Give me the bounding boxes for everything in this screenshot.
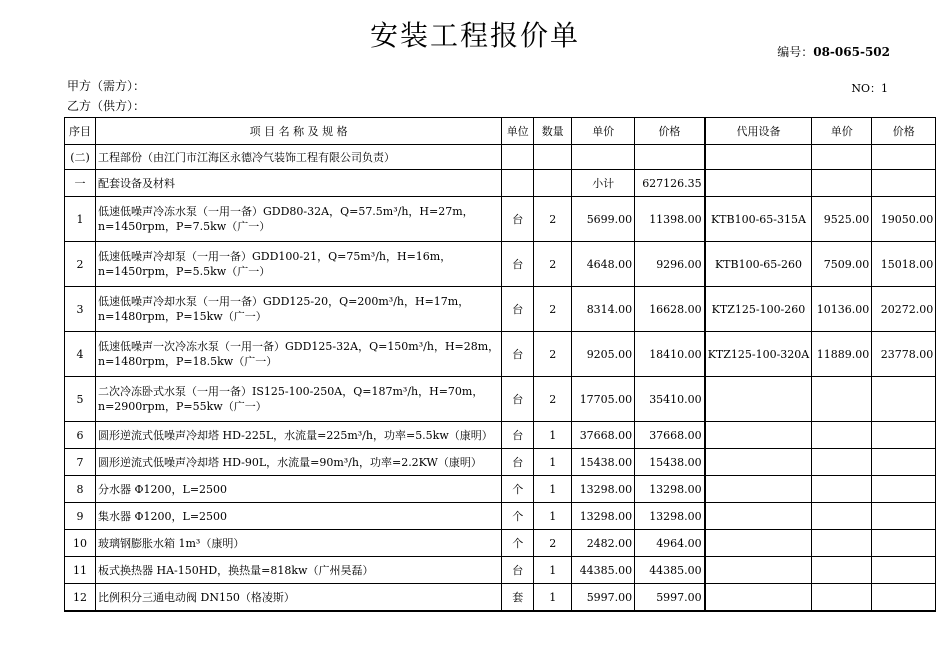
table-row	[65, 584, 936, 612]
row-description-line1: 比例积分三通电动阀 DN150（格凌斯）	[98, 590, 295, 604]
header-item: 项 目 名 称 及 规 格	[96, 118, 502, 145]
subtotal-value: 627126.35	[635, 170, 705, 197]
row-description-line1: 板式换热器 HA-150HD，换热量=818kw（广州昊磊）	[98, 563, 374, 577]
row-alt-price	[812, 557, 872, 584]
row-amount: 9296.00	[635, 242, 705, 287]
row-index: 8	[65, 476, 96, 503]
row-description-line2: n=2900rpm，P=55kw（广一）	[98, 400, 267, 413]
row-qty: 2	[534, 242, 572, 287]
row-price: 13298.00	[572, 476, 635, 503]
row-index: 12	[65, 584, 96, 612]
row-description	[96, 449, 502, 476]
row-amount: 16628.00	[635, 287, 705, 332]
row-alt-equipment	[705, 530, 812, 557]
row-description	[96, 530, 502, 557]
row-alt-amount: 19050.00	[872, 197, 936, 242]
section-index: (二)	[65, 145, 96, 170]
header-qty: 数量	[534, 118, 572, 145]
row-unit: 台	[502, 557, 534, 584]
row-alt-amount	[872, 530, 936, 557]
row-description	[96, 503, 502, 530]
row-unit: 台	[502, 242, 534, 287]
row-unit: 套	[502, 584, 534, 612]
group-text: 配套设备及材料	[96, 170, 502, 197]
row-description-line2: n=1450rpm，P=5.5kw（广一）	[98, 265, 271, 278]
row-alt-equipment: KTZ125-100-260	[705, 287, 812, 332]
row-alt-price: 10136.00	[812, 287, 872, 332]
row-index: 6	[65, 422, 96, 449]
row-description-line1: 圆形逆流式低噪声冷却塔 HD-90L，水流量=90m³/h，功率=2.2KW（康明）	[98, 455, 482, 469]
row-alt-amount	[872, 584, 936, 612]
row-description-line1: 玻璃钢膨胀水箱 1m³（康明）	[98, 536, 245, 550]
row-amount: 4964.00	[635, 530, 705, 557]
row-alt-price	[812, 530, 872, 557]
row-alt-amount: 20272.00	[872, 287, 936, 332]
row-amount: 44385.00	[635, 557, 705, 584]
section-row	[65, 145, 936, 170]
row-price: 15438.00	[572, 449, 635, 476]
row-description-line2: n=1480rpm，P=15kw（广一）	[98, 310, 267, 323]
table-row	[65, 422, 936, 449]
row-alt-equipment	[705, 476, 812, 503]
group-index: 一	[65, 170, 96, 197]
group-row	[65, 170, 936, 197]
row-amount: 18410.00	[635, 332, 705, 377]
row-description-line1: 二次冷冻卧式水泵（一用一备）IS125-100-250A，Q=187m³/h，H=70m，	[98, 385, 484, 398]
row-amount: 37668.00	[635, 422, 705, 449]
row-alt-amount	[872, 503, 936, 530]
row-price: 37668.00	[572, 422, 635, 449]
quotation-table	[64, 117, 936, 612]
row-unit: 个	[502, 530, 534, 557]
party-a-label: 甲方（需方）：	[67, 79, 146, 93]
row-index: 3	[65, 287, 96, 332]
row-amount: 35410.00	[635, 377, 705, 422]
row-qty: 1	[534, 422, 572, 449]
document-title: 安装工程报价单	[369, 19, 580, 52]
document-number	[777, 43, 890, 60]
row-description	[96, 197, 502, 242]
row-price: 5997.00	[572, 584, 635, 612]
row-index: 10	[65, 530, 96, 557]
row-description-line2: n=1450rpm，P=7.5kw（广一）	[98, 220, 271, 233]
table-row	[65, 476, 936, 503]
row-amount: 11398.00	[635, 197, 705, 242]
row-alt-price	[812, 449, 872, 476]
row-description-line1: 低速低噪声冷冻水泵（一用一备）GDD80-32A，Q=57.5m³/h，H=27m，	[98, 205, 474, 218]
row-alt-equipment	[705, 584, 812, 612]
row-alt-equipment: KTB100-65-260	[705, 242, 812, 287]
table-row	[65, 332, 936, 377]
row-qty: 1	[534, 503, 572, 530]
table-row	[65, 557, 936, 584]
row-alt-price: 11889.00	[812, 332, 872, 377]
row-amount: 13298.00	[635, 476, 705, 503]
row-qty: 2	[534, 287, 572, 332]
row-index: 2	[65, 242, 96, 287]
row-alt-equipment	[705, 377, 812, 422]
table-row	[65, 503, 936, 530]
row-alt-price	[812, 476, 872, 503]
document-number-value: 08-065-502	[813, 45, 890, 59]
row-description-line1: 低速低噪声冷却水泵（一用一备）GDD125-20，Q=200m³/h，H=17m，	[98, 295, 470, 308]
row-description	[96, 584, 502, 612]
row-index: 11	[65, 557, 96, 584]
row-description	[96, 242, 502, 287]
document-number-label: 编号：	[777, 45, 814, 59]
row-unit: 台	[502, 332, 534, 377]
row-description	[96, 287, 502, 332]
row-qty: 1	[534, 557, 572, 584]
row-price: 8314.00	[572, 287, 635, 332]
row-description-line2: n=1480rpm，P=18.5kw（广一）	[98, 355, 278, 368]
row-qty: 2	[534, 377, 572, 422]
row-alt-equipment	[705, 422, 812, 449]
row-alt-amount	[872, 422, 936, 449]
row-unit: 台	[502, 449, 534, 476]
row-alt-price	[812, 377, 872, 422]
row-alt-price	[812, 503, 872, 530]
row-description	[96, 557, 502, 584]
table-row	[65, 377, 936, 422]
header-alt-price: 单价	[812, 118, 872, 145]
header-price: 单价	[572, 118, 635, 145]
row-alt-amount	[872, 377, 936, 422]
row-index: 7	[65, 449, 96, 476]
table-row	[65, 530, 936, 557]
row-unit: 台	[502, 422, 534, 449]
row-unit: 个	[502, 503, 534, 530]
row-alt-amount	[872, 449, 936, 476]
row-amount: 13298.00	[635, 503, 705, 530]
row-qty: 2	[534, 332, 572, 377]
header-index: 序目	[65, 118, 96, 145]
table-row	[65, 197, 936, 242]
row-qty: 2	[534, 530, 572, 557]
row-alt-price	[812, 422, 872, 449]
row-unit: 台	[502, 377, 534, 422]
party-b-label: 乙方（供方）：	[67, 99, 146, 113]
row-index: 1	[65, 197, 96, 242]
row-alt-equipment: KTZ125-100-320A	[705, 332, 812, 377]
header-unit: 单位	[502, 118, 534, 145]
header-alt-equipment: 代用设备	[705, 118, 812, 145]
row-description	[96, 422, 502, 449]
row-unit: 台	[502, 287, 534, 332]
row-description	[96, 332, 502, 377]
row-unit: 台	[502, 197, 534, 242]
row-unit: 个	[502, 476, 534, 503]
row-amount: 5997.00	[635, 584, 705, 612]
row-alt-equipment	[705, 449, 812, 476]
row-amount: 15438.00	[635, 449, 705, 476]
header-amount: 价格	[635, 118, 705, 145]
row-qty: 1	[534, 584, 572, 612]
row-alt-amount: 15018.00	[872, 242, 936, 287]
row-description-line1: 低速低噪声冷却泵（一用一备）GDD100-21，Q=75m³/h，H=16m，	[98, 250, 452, 263]
row-alt-amount	[872, 557, 936, 584]
row-qty: 1	[534, 449, 572, 476]
row-description-line1: 圆形逆流式低噪声冷却塔 HD-225L，水流量=225m³/h，功率=5.5kw（康明）	[98, 428, 493, 442]
row-price: 17705.00	[572, 377, 635, 422]
subtotal-label: 小计	[572, 170, 635, 197]
row-price: 44385.00	[572, 557, 635, 584]
header-alt-amount: 价格	[872, 118, 936, 145]
row-alt-equipment	[705, 503, 812, 530]
row-alt-equipment: KTB100-65-315A	[705, 197, 812, 242]
row-description-line1: 低速低噪声一次冷冻水泵（一用一备）GDD125-32A，Q=150m³/h，H=28m，	[98, 340, 500, 353]
row-index: 9	[65, 503, 96, 530]
row-price: 5699.00	[572, 197, 635, 242]
table-row	[65, 242, 936, 287]
row-description	[96, 476, 502, 503]
row-price: 13298.00	[572, 503, 635, 530]
row-index: 5	[65, 377, 96, 422]
row-qty: 2	[534, 197, 572, 242]
table-header-row	[65, 118, 936, 145]
row-price: 4648.00	[572, 242, 635, 287]
row-price: 2482.00	[572, 530, 635, 557]
row-alt-amount	[872, 476, 936, 503]
row-alt-amount: 23778.00	[872, 332, 936, 377]
row-alt-equipment	[705, 557, 812, 584]
row-description	[96, 377, 502, 422]
section-text: 工程部份（由江门市江海区永德冷气装饰工程有限公司负责）	[96, 145, 502, 170]
row-price: 9205.00	[572, 332, 635, 377]
row-alt-price	[812, 584, 872, 612]
page-number: NO：1	[851, 82, 888, 95]
row-qty: 1	[534, 476, 572, 503]
row-alt-price: 9525.00	[812, 197, 872, 242]
table-row	[65, 287, 936, 332]
row-description-line1: 分水器 Φ1200，L=2500	[98, 482, 228, 496]
row-index: 4	[65, 332, 96, 377]
row-alt-price: 7509.00	[812, 242, 872, 287]
table-row	[65, 449, 936, 476]
row-description-line1: 集水器 Φ1200，L=2500	[98, 509, 228, 523]
